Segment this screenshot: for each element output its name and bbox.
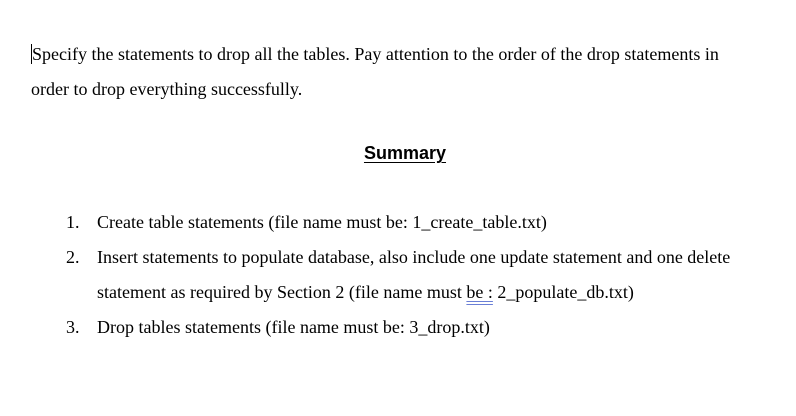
grammar-marked-text[interactable]: be : — [466, 282, 493, 302]
intro-paragraph — [31, 37, 761, 107]
intro-text: Specify the statements to drop all the tables. Pay attention to the order of the drop statements in order to drop everything successfully. — [31, 44, 719, 99]
list-item-text-after: 2_populate_db.txt) — [492, 282, 634, 302]
list-item — [0, 205, 757, 240]
list-item-number: 2. — [66, 247, 80, 267]
summary-heading — [0, 143, 796, 164]
list-item-text: Create table statements (file name must be: 1_create_table.txt) — [97, 212, 547, 232]
list-item-text-before: Insert statements to populate database, also include one update statement and one delete statement as required by Section 2 (file name must — [97, 247, 731, 302]
list-item — [0, 240, 757, 310]
summary-list — [0, 205, 796, 345]
list-item — [0, 310, 757, 345]
list-item-number: 1. — [66, 212, 80, 232]
summary-heading-text: Summary — [363, 143, 447, 163]
list-item-text: Drop tables statements (file name must be: 3_drop.txt) — [97, 317, 490, 337]
list-item-number: 3. — [66, 317, 80, 337]
